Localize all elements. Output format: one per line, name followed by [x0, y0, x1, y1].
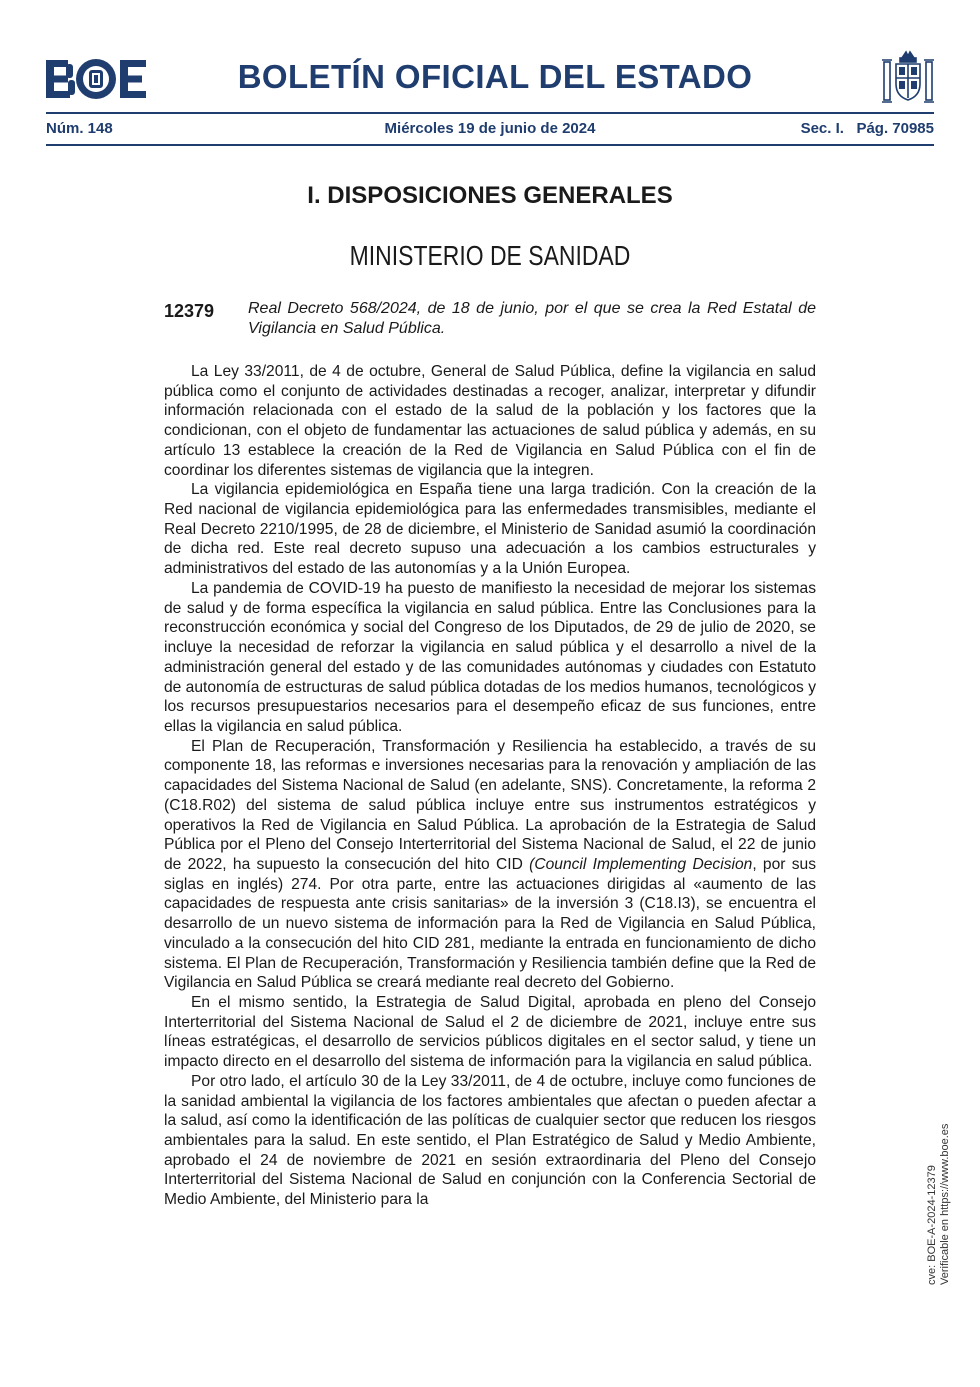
coat-of-arms-icon: [880, 48, 936, 106]
issue-number: Núm. 148: [46, 120, 113, 137]
section-title: I. DISPOSICIONES GENERALES: [307, 182, 673, 209]
cve-code: cve: BOE-A-2024-12379: [926, 1165, 938, 1285]
header-divider: [46, 112, 934, 114]
paragraph: En el mismo sentido, la Estrategia de Salud Digital, aprobada en pleno del Consejo Interterritorial del Sistema Nacional de Salud el 2 de diciembre de 2021, incluye entre sus líneas estratégicas, el desarrollo de servicios públicos digitales en el sector salud, y tiene un impacto directo en el desarrollo del sistema de información para la vigilancia en salud pública.: [164, 994, 816, 1071]
document-body: [164, 362, 816, 1210]
paragraph: La vigilancia epidemiológica en España tiene una larga tradición. Con la creación de la Red nacional de vigilancia epidemiológica para las enfermedades transmisibles, mediante el Real Decreto 2210/1995, de 28 de diciembre, el Ministerio de Sanidad asumió la coordinación de dicha red. Este real decreto supuso una adecuación a los cambios estructurales y administrativos del estado de las autonomías y a la Unión Europea.: [164, 481, 816, 578]
verification-sidebar: [926, 1105, 952, 1285]
paragraph: Por otro lado, el artículo 30 de la Ley 33/2011, de 4 de octubre, incluye como funciones de la sanidad ambiental la vigilancia de los factores ambientales que afectan o pueden afectar a la salud, así como la identificación de las políticas de cualquier sector que reducen los riesgos ambientales para la salud. En este sentido, el Plan Estratégico de Salud y Medio Ambiente, aprobado el 24 de noviembre de 2021 en sesión extraordinaria del Pleno del Consejo Interterritorial del Sistema Nacional de Salud en conjunción con la Conferencia Sectorial de Medio Ambiente, del Ministerio para la: [164, 1072, 816, 1209]
issue-date: Miércoles 19 de junio de 2024: [384, 120, 596, 137]
ministry-title: MINISTERIO DE SANIDAD: [349, 240, 631, 271]
paragraph: La Ley 33/2011, de 4 de octubre, General de Salud Pública, define la vigilancia en salud pública como el conjunto de actividades destinadas a recoger, analizar, interpretar y difundir información relacionada con el estado de la salud de la población y los factores que la condicionan, con el objeto de fundamentar las actuaciones de salud pública y además, en su artículo 13 establece la creación de la Red de Vigilancia en Salud Pública con el fin de coordinar los diferentes sistemas de vigilancia que la integren.: [164, 363, 816, 479]
paragraph-text: , por sus siglas en inglés) 274. Por otra parte, entre las actuaciones dirigidas al «aumento de las capacidades de respuesta ante crisis sanitarias» de la inversión 3 (C18.I3), se encuentra el desarrollo de un nuevo sistema de información para la Red de Vigilancia en Salud Pública, vinculado a la consecución del hito CID 281, mediante la entrada en funcionamiento de dicho sistema. El Plan de Recuperación, Transformación y Resiliencia también define que la Red de Vigilancia en Salud Pública se creará mediante real decreto del Gobierno.: [164, 855, 817, 992]
document-number: 12379: [164, 301, 215, 321]
paragraph-text: El Plan de Recuperación, Transformación y Resiliencia ha establecido, a través de su componente 18, las reformas e inversiones necesarias para la renovación y ampliación de las capacidades del Sistema Nacional de Salud (en adelante, SNS). Concretamente, la reforma 2 (C18.R02) del sistema de salud pública incluye entre sus instrumentos estratégicos y operativos la Red de Vigilancia en Salud Pública. La aprobación de la Estrategia de Salud Pública por el Pleno del Consejo Interterritorial del Sistema Nacional de Salud, el 22 de junio de 2022, ha supuesto la consecución del hito CID: [164, 737, 816, 873]
paragraph: [164, 737, 816, 993]
boe-logo-icon: [46, 58, 146, 100]
header-divider-bottom: [46, 144, 934, 146]
paragraph: La pandemia de COVID-19 ha puesto de manifiesto la necesidad de mejorar los sistemas de salud y de forma específica la vigilancia en salud pública. Entre las Conclusiones para la reconstrucción económica y social del Congreso de los Diputados, de 29 de julio de 2020, se incluye la necesidad de reforzar la vigilancia en salud pública y el desarrollo a nivel de la administración general del estado y de las comunidades autónomas y ciudades con Estatuto de autonomía de estructuras de salud pública dotadas de los medios humanos, tecnológicos y los recursos presupuestarios necesarios para el desempeño eficaz de sus funciones, entre ellas la vigilancia en salud pública.: [164, 579, 816, 735]
verification-link[interactable]: Verificable en https://www.boe.es: [939, 1123, 951, 1285]
section-page: Sec. I. Pág. 70985: [800, 120, 934, 137]
document-title: Real Decreto 568/2024, de 18 de junio, por el que se crea la Red Estatal de Vigilancia en Salud Pública.: [248, 300, 816, 337]
newspaper-title: BOLETÍN OFICIAL DEL ESTADO: [237, 58, 753, 95]
paragraph-italic-text: (Council Implementing Decision: [529, 855, 753, 873]
